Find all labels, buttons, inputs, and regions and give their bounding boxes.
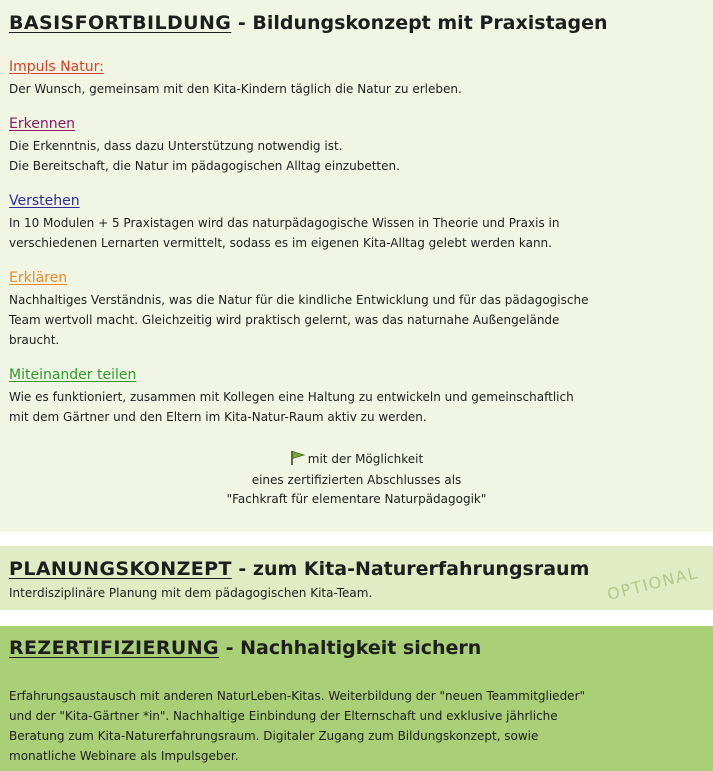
section-erkennen-text: [9, 136, 704, 176]
section-erklaeren-text: [9, 290, 704, 350]
text-line: Team wertvoll macht. Gleichzeitig wird praktisch gelernt, was das naturnahe Außengelände: [9, 313, 560, 327]
text-line: Die Bereitschaft, die Natur im pädagogischen Alltag einzubetten.: [9, 159, 400, 173]
section-impuls-head: Impuls Natur:: [9, 59, 104, 75]
section-miteinander-head: Miteinander teilen: [9, 367, 137, 383]
text-line: Nachhaltiges Verständnis, was die Natur für die kindliche Entwicklung und für das pädagogische: [9, 293, 589, 307]
rezert-title-main: REZERTIFIZIERUNG: [9, 637, 220, 659]
text-line: braucht.: [9, 333, 60, 347]
planung-title: [9, 558, 704, 580]
text-line: Die Erkenntnis, dass dazu Unterstützung notwendig ist.: [9, 139, 343, 153]
text-line: und der "Kita-Gärtner *in". Nachhaltige Einbindung der Elternschaft und exklusive jährliche: [9, 709, 558, 723]
optional-badge: OPTIONAL: [604, 563, 700, 604]
flag-icon: [290, 450, 306, 471]
text-line: In 10 Modulen + 5 Praxistagen wird das naturpädagogische Wissen in Theorie und Praxis in: [9, 216, 560, 230]
basis-title: [9, 12, 704, 34]
basis-title-main: BASISFORTBILDUNG: [9, 12, 232, 34]
section-erkennen-head: Erkennen: [9, 116, 76, 132]
section-impuls: [9, 56, 704, 99]
section-miteinander-text: [9, 387, 704, 427]
planung-text: Interdisziplinäre Planung mit dem pädagogischen Kita-Team.: [9, 586, 373, 600]
planungskonzept-panel: [0, 546, 713, 610]
planung-title-main: PLANUNGSKONZEPT: [9, 558, 232, 580]
section-verstehen-text: [9, 213, 704, 253]
text-line: mit dem Gärtner und den Eltern im Kita-Natur-Raum aktiv zu werden.: [9, 410, 427, 424]
rezert-title: [9, 637, 704, 659]
section-verstehen-head: Verstehen: [9, 193, 80, 209]
text-line: Wie es funktioniert, zusammen mit Kollegen eine Haltung zu entwickeln und gemeinschaftlich: [9, 390, 574, 404]
rezertifizierung-panel: [0, 626, 713, 771]
section-verstehen: [9, 190, 704, 253]
text-line: monatliche Webinare als Impulsgeber.: [9, 749, 239, 763]
section-miteinander: [9, 364, 704, 427]
text-line: Der Wunsch, gemeinsam mit den Kita-Kindern täglich die Natur zu erleben.: [9, 82, 462, 96]
rezert-title-rest: - Nachhaltigkeit sichern: [219, 637, 482, 659]
section-erklaeren: [9, 267, 704, 350]
section-erklaeren-head: Erklären: [9, 270, 68, 286]
section-impuls-text: [9, 79, 704, 99]
text-line: Beratung zum Kita-Naturerfahrungsraum. Digitaler Zugang zum Bildungskonzept, sowie: [9, 729, 539, 743]
rezert-text: [9, 686, 704, 766]
planung-title-rest: - zum Kita-Naturerfahrungsraum: [231, 558, 590, 580]
section-erkennen: [9, 113, 704, 176]
certificate-note: [9, 450, 704, 509]
certificate-line-2: eines zertifizierten Abschlusses als: [251, 473, 462, 487]
certificate-line-1: mit der Möglichkeit: [307, 452, 424, 466]
basis-title-rest: - Bildungskonzept mit Praxistagen: [231, 12, 608, 34]
certificate-line-3: "Fachkraft für elementare Naturpädagogik": [226, 492, 487, 506]
text-line: verschiedenen Lernarten vermittelt, sodass es im eigenen Kita-Alltag gelebt werden kann.: [9, 236, 552, 250]
text-line: Erfahrungsaustausch mit anderen NaturLeben-Kitas. Weiterbildung der "neuen Teammitglieder": [9, 689, 586, 703]
